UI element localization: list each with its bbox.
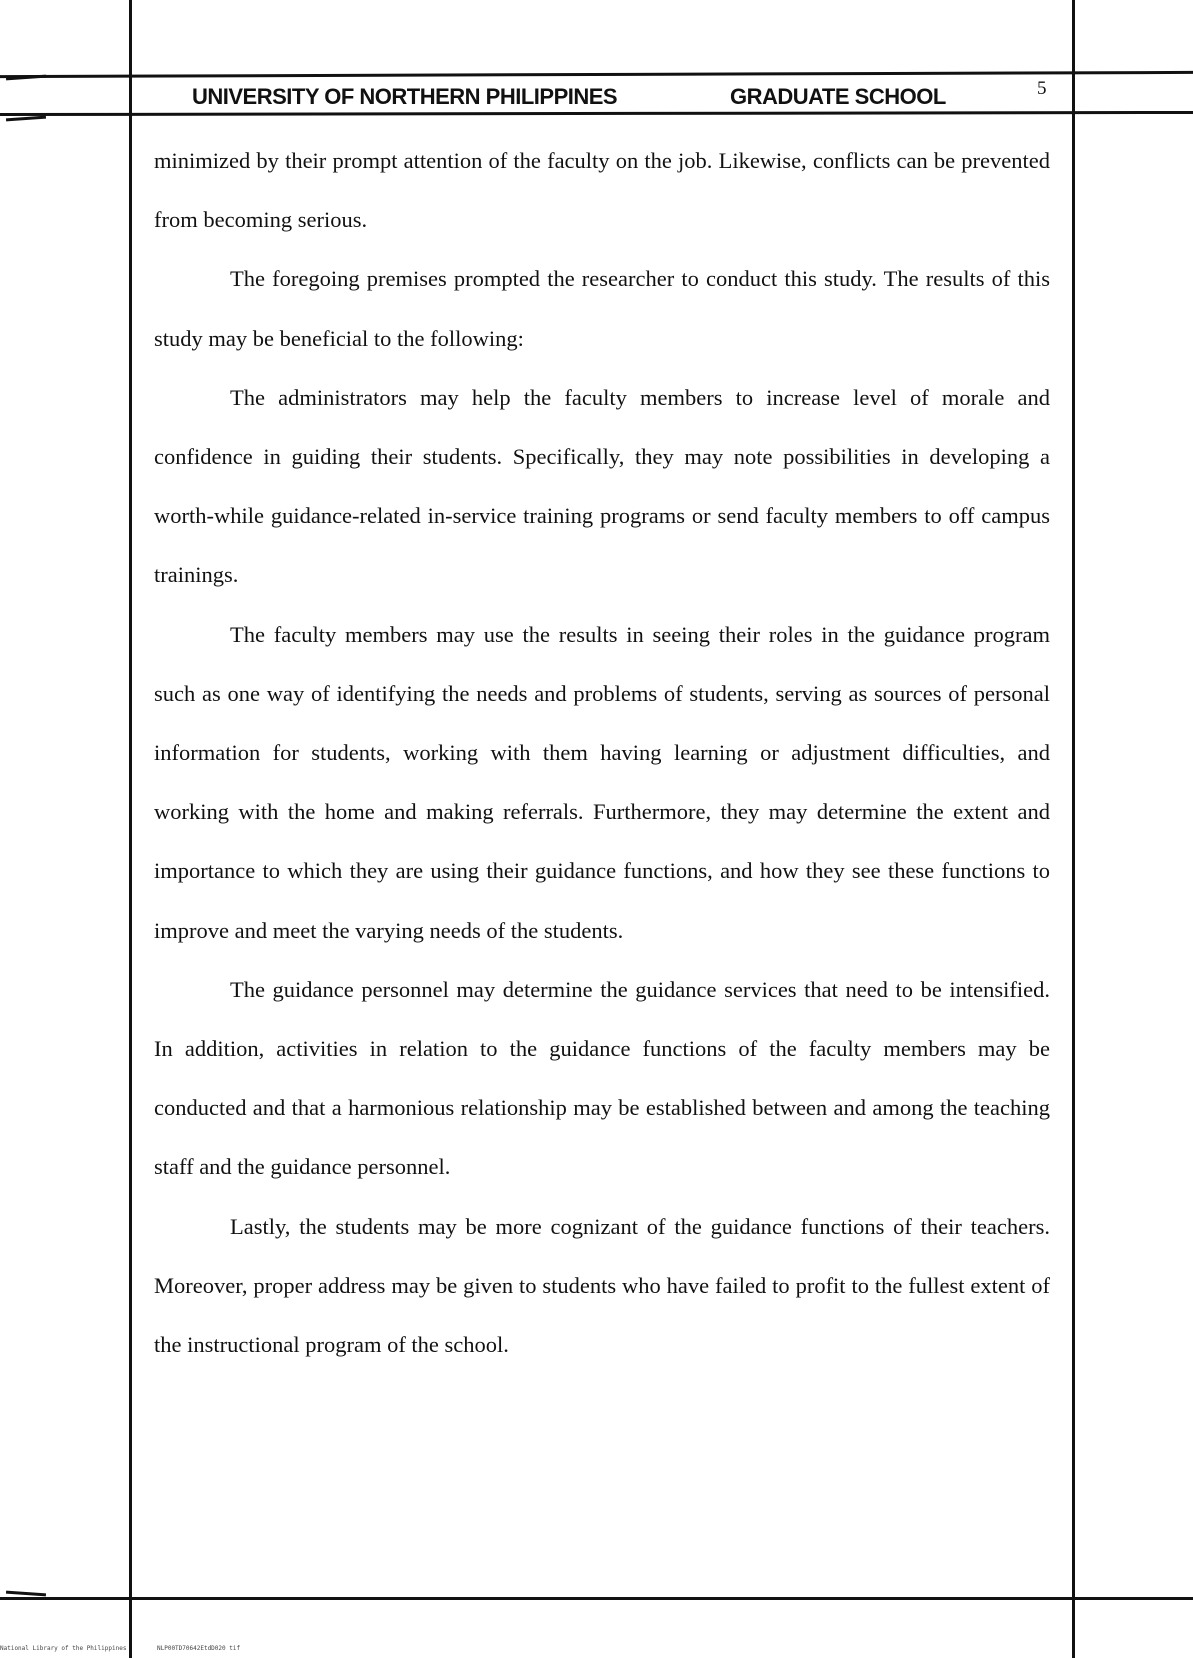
footer-rule <box>0 1597 1193 1600</box>
left-margin-rule <box>129 0 132 1658</box>
page-header <box>192 82 1052 110</box>
scan-code: NLP00TD70642EtdD020 tif <box>157 1645 241 1652</box>
margin-tick <box>6 116 46 122</box>
body-text <box>154 131 1050 1374</box>
library-label: National Library of the Philippines <box>0 1645 127 1652</box>
paragraph: The administrators may help the faculty members to increase level of morale and confidence in guiding their students. Specifically, they may note possibilities in developing a worth-while guidance-related in-service training programs or send faculty members to off campus trainings. <box>154 384 1050 588</box>
university-name: UNIVERSITY OF NORTHERN PHILIPPINES <box>192 84 618 109</box>
paragraph: The faculty members may use the results in seeing their roles in the guidance program such as one way of identifying the needs and problems of students, serving as sources of personal information for students, working with them having learning or adjustment difficulties, and working with the home and making referrals. Furthermore, they may determine the extent and importance to which they are using their guidance functions, and how they see these functions to improve and meet the varying needs of the students. <box>154 621 1050 943</box>
paragraph: Lastly, the students may be more cognizant of the guidance functions of their teachers. Moreover, proper address may be given to students who have failed to profit to the fullest extent of the instructional program of the school. <box>154 1213 1050 1358</box>
header-top-rule <box>0 71 1193 78</box>
page-number: 5 <box>1037 78 1047 99</box>
right-margin-rule <box>1072 0 1075 1658</box>
paragraph: minimized by their prompt attention of the faculty on the job. Likewise, conflicts can be prevented from becoming serious. <box>154 148 1050 233</box>
paragraph: The foregoing premises prompted the researcher to conduct this study. The results of this study may be beneficial to the following: <box>154 266 1050 351</box>
margin-tick <box>6 1591 46 1597</box>
header-bottom-rule <box>0 111 1193 116</box>
paragraph: The guidance personnel may determine the guidance services that need to be intensified. In addition, activities in relation to the guidance functions of the faculty members may be conducted and that a harmonious relationship may be established between and among the teaching staff and the guidance personnel. <box>154 976 1050 1180</box>
school-name: GRADUATE SCHOOL <box>730 84 946 109</box>
